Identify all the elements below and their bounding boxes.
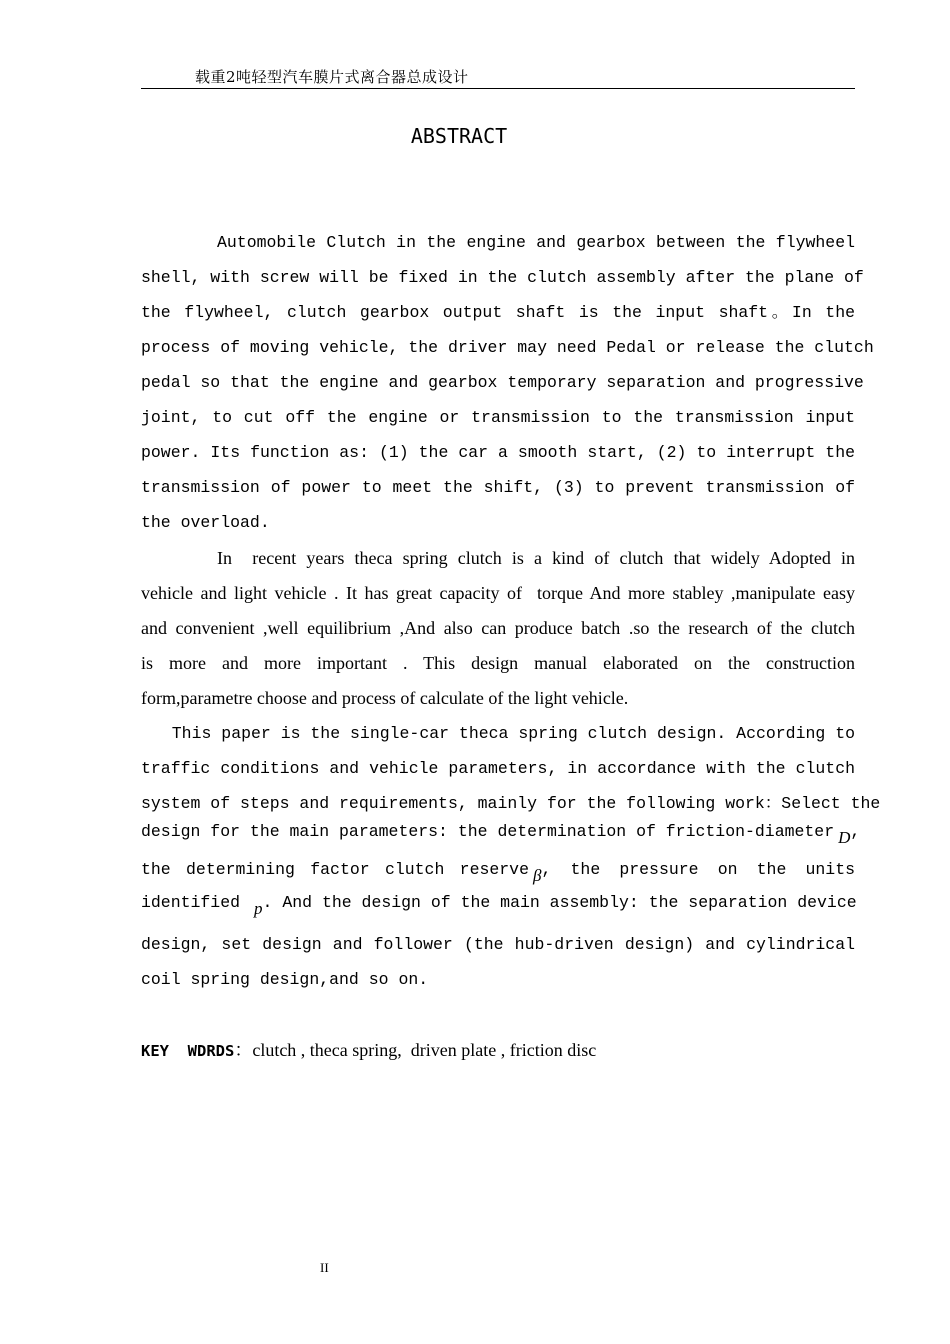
paragraph-3-line: traffic conditions and vehicle parameters, in accordance with the clutch — [141, 759, 855, 778]
paragraph-1-line: pedal so that the engine and gearbox temporary separation and progressive — [141, 373, 864, 392]
paragraph-1-line — [141, 231, 855, 255]
paragraph-3-line — [141, 891, 857, 918]
paragraph-2-line: is more and more important . This design manual elaborated on the construction — [141, 653, 855, 673]
keywords-colon: ： — [234, 1040, 253, 1060]
keywords-line — [141, 1038, 596, 1062]
running-header: 载重2吨轻型汽车膜片式离合器总成设计 — [195, 68, 469, 86]
p3-line5-text: the determining factor clutch reserve — [141, 860, 529, 879]
paragraph-3-line: coil spring design,and so on. — [141, 970, 429, 989]
p3-line5-end: , the pressure on the units — [541, 860, 855, 879]
paragraph-1-line: power. Its function as: (1) the car a smooth start, (2) to interrupt the — [141, 443, 855, 462]
p3-line6-end: . And the design of the main assembly: the separation device — [262, 893, 857, 912]
paragraph-1-line: joint, to cut off the engine or transmission to the transmission input — [141, 408, 855, 427]
header-divider — [141, 88, 855, 89]
keywords-label: KEY WDRDS — [141, 1042, 235, 1060]
paragraph-2-line: and convenient ,well equilibrium ,And also can produce batch .so the research of the clutch — [141, 618, 855, 638]
paragraph-2-line — [141, 546, 855, 570]
paragraph-3-line: system of steps and requirements, mainly for the following work：Select the — [141, 794, 881, 813]
diameter-symbol: D — [838, 828, 851, 847]
paragraph-1-line: shell, with screw will be fixed in the clutch assembly after the plane of — [141, 268, 864, 287]
pressure-symbol: p — [254, 899, 263, 918]
paragraph-3-line — [141, 858, 855, 885]
p3-text: This paper is the single-car theca spring clutch design. According to — [171, 724, 855, 743]
paragraph-3-line: design, set design and follower (the hub-driven design) and cylindrical — [141, 935, 855, 954]
paragraph-2-line: form,parametre choose and process of calculate of the light vehicle. — [141, 688, 629, 708]
p3-line4-text: design for the main parameters: the determination of friction-diameter — [141, 822, 835, 841]
keywords-text: clutch , theca spring, driven plate , friction disc — [252, 1040, 597, 1060]
p1-text: Automobile Clutch in the engine and gearbox between the flywheel — [217, 233, 855, 252]
p3-line6-text: identified — [141, 893, 241, 912]
paragraph-1-line: process of moving vehicle, the driver may need Pedal or release the clutch — [141, 338, 874, 357]
paragraph-3-line — [141, 820, 861, 847]
paragraph-2-line: vehicle and light vehicle . It has great capacity of torque And more stabley ,manipulate easy — [141, 583, 855, 603]
paragraph-1-line: transmission of power to meet the shift, (3) to prevent transmission of — [141, 478, 855, 497]
paragraph-1-line: the overload. — [141, 513, 270, 532]
page-number: II — [320, 1260, 329, 1275]
p3-line4-end: , — [850, 822, 861, 841]
reserve-factor-symbol: β — [533, 866, 542, 885]
p2-text: In recent years theca spring clutch is a kind of clutch that widely Adopted in — [217, 548, 855, 568]
paragraph-1-line: the flywheel, clutch gearbox output shaft is the input shaft。In the — [141, 303, 855, 322]
paragraph-3-line — [141, 722, 855, 746]
abstract-heading: ABSTRACT — [410, 124, 508, 148]
